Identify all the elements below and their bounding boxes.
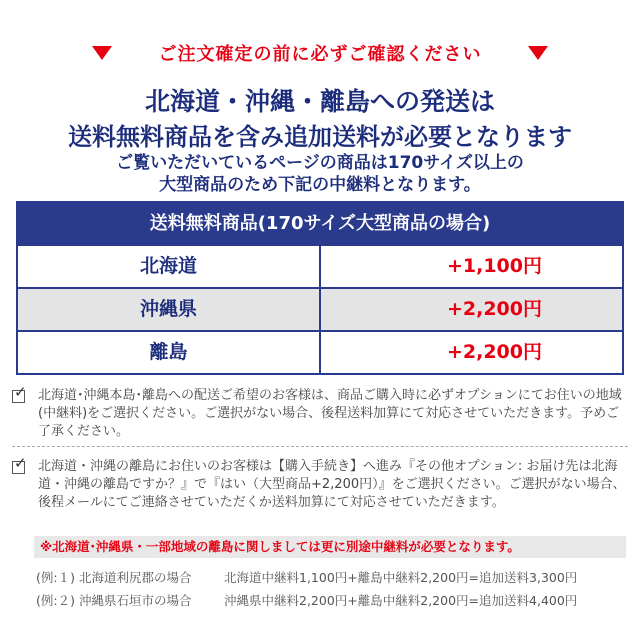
headline-line-1: 北海道・沖縄・離島への発送は <box>144 87 495 116</box>
fee-row-okinawa <box>18 287 622 330</box>
relay-fee-table <box>16 201 624 375</box>
notice-banner <box>0 38 640 68</box>
subtext-line-1: ご覧いただいているページの商品は170サイズ以上の <box>116 153 524 173</box>
checkbox-checked-icon: ✓ <box>14 454 27 472</box>
check-note-text: 北海道・沖縄の離島にお住いのお客様は【購入手続き】へ進み『その他オプション: お届け先は北海道・沖縄の離島ですか？』で『はい（大型商品+2,200円）』をご選択ください。ご選択がない場合、後程メールにてご連絡させていただくか送料加算にて対応させていただきます。 <box>38 459 626 510</box>
notice-text: ご注文確定の前に必ずご確認ください <box>158 44 482 65</box>
example-detail: 北海道中継料1,100円+離島中継料2,200円=追加送料3,300円 <box>224 570 578 585</box>
example-line-1 <box>36 568 577 586</box>
checkbox-checked-icon: ✓ <box>14 383 27 401</box>
fee-price-value: +2,200円 <box>446 341 542 363</box>
fee-price-value: +2,200円 <box>446 298 542 320</box>
fee-area-label: 沖縄県 <box>18 289 321 330</box>
example-line-2 <box>36 591 577 609</box>
fee-row-hokkaido <box>18 244 622 287</box>
headline-line-2: 送料無料商品を含み追加送料が必要となります <box>68 123 572 151</box>
warning-note: ※北海道･沖縄県・一部地域の離島に関しましては更に別途中継料が必要となります。 <box>34 536 626 558</box>
example-label: (例:１) 北海道利尻郡の場合 <box>36 570 192 585</box>
subtext-line-2: 大型商品のため下記の中継料となります。 <box>159 175 481 195</box>
check-note-text: 北海道･沖縄本島･離島への配送ご希望のお客様は、商品ご購入時に必ずオプションにてお住いの地域(中継料)をご選択ください。ご選択がない場合、後程送料加算にて対応させていただきます。予めご了承ください。 <box>38 388 622 439</box>
dashed-divider <box>12 446 628 447</box>
fee-table-header: 送料無料商品(170サイズ大型商品の場合) <box>18 203 622 244</box>
example-detail: 沖縄県中継料2,200円+離島中継料2,200円=追加送料4,400円 <box>224 593 578 608</box>
check-note-2 <box>12 454 626 512</box>
fee-area-label: 離島 <box>18 332 321 373</box>
example-label: (例:２) 沖縄県石垣市の場合 <box>36 593 192 608</box>
down-triangle-icon <box>528 46 548 60</box>
fee-area-label: 北海道 <box>18 246 321 287</box>
fee-row-remote-island <box>18 330 622 373</box>
check-note-1 <box>12 383 626 441</box>
fee-price-value: +1,100円 <box>446 255 542 277</box>
